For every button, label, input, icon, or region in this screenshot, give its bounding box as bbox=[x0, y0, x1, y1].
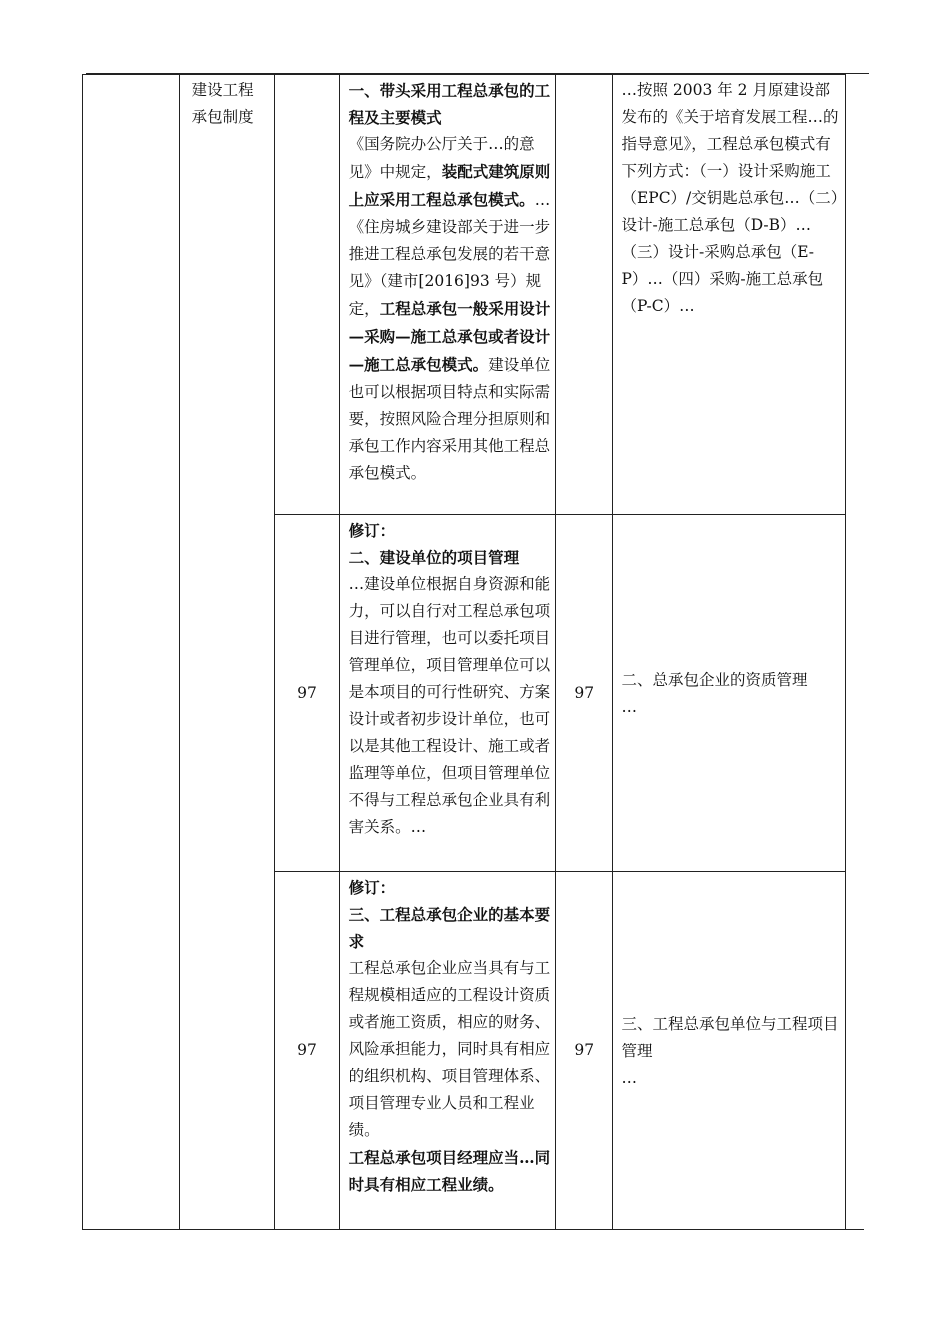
table-row bbox=[83, 75, 846, 515]
revised-text: …建设单位根据自身资源和能力，可以自行对工程总承包项目进行管理，也可以委托项目管理单位，项目管理单位可以是本项目的可行性研究、方案设计或者初步设计单位，也可以是其他工程设计、施工或者监理等单位，但项目管理单位不得与工程总承包企业具有利害关系。… bbox=[348, 575, 551, 836]
original-page-cell bbox=[556, 872, 613, 1230]
original-page-number: 97 bbox=[574, 1041, 595, 1059]
bottom-rule bbox=[86, 1229, 864, 1230]
revised-page-number: 97 bbox=[297, 1041, 317, 1059]
original-text: …按照 2003 年 2 月原建设部发布的《关于培育发展工程…的指导意见》，工程总承包模式有下列方式：（一）设计采购施工（EPC）/交钥匙总承包…（二）设计-施工总承包（D-B）…（三）设计-采购总承包（E-P）…（四）采购-施工总承包（P-C）… bbox=[621, 81, 839, 315]
revised-content-cell bbox=[339, 515, 555, 872]
original-content-cell bbox=[613, 515, 846, 872]
original-page-cell bbox=[556, 515, 613, 872]
category-cell bbox=[179, 75, 275, 1230]
original-title: 二、总承包企业的资质管理 bbox=[621, 671, 808, 689]
original-title: 三、工程总承包单位与工程项目管理 bbox=[621, 1015, 839, 1060]
revised-text-bold: 一、带头采用工程总承包的工程及主要模式 bbox=[348, 81, 551, 127]
category-label: 建设工程承包制度 bbox=[191, 81, 254, 126]
revised-page-cell bbox=[275, 515, 339, 872]
revised-text: …《住房城乡建设部关于进一步推进工程总承包发展的若干意见》（建市[2016]93 号）规定， bbox=[348, 191, 551, 318]
revised-text-bold: 工程总承包一般采用设计—采购—施工总承包或者设计—施工总承包模式。 bbox=[348, 299, 551, 374]
revised-text: 《国务院办公厅关于…的意见》中规定， bbox=[348, 135, 535, 181]
revised-text: 建设单位也可以根据项目特点和实际需要，按照风险合理分担原则和承包工作内容采用其他工程总承包模式。 bbox=[348, 356, 551, 482]
revised-text-bold: 装配式建筑原则上应采用工程总承包模式。 bbox=[348, 162, 551, 209]
blank-cell bbox=[83, 75, 180, 1230]
revised-text-bold: 修订： bbox=[348, 521, 396, 540]
original-page-cell bbox=[556, 75, 613, 515]
comparison-table bbox=[82, 74, 846, 1230]
revised-content-cell bbox=[339, 75, 555, 515]
original-content-cell bbox=[613, 75, 846, 515]
original-continuation: … bbox=[621, 1069, 637, 1087]
revised-text-bold: 工程总承包项目经理应当…同时具有相应工程业绩。 bbox=[348, 1148, 551, 1194]
revised-text: 工程总承包企业应当具有与工程规模相适应的工程设计资质或者施工资质，相应的财务、风险承担能力，同时具有相应的组织机构、项目管理体系、项目管理专业人员和工程业绩。 bbox=[348, 959, 551, 1139]
revised-text-bold: 三、工程总承包企业的基本要求 bbox=[348, 905, 551, 951]
revised-page-cell bbox=[275, 872, 339, 1230]
revised-content-cell bbox=[339, 872, 555, 1230]
revised-page-cell bbox=[275, 75, 339, 515]
revised-page-number: 97 bbox=[297, 683, 317, 702]
revised-text-bold: 二、建设单位的项目管理 bbox=[348, 548, 520, 567]
original-page-number: 97 bbox=[574, 683, 595, 702]
original-continuation: … bbox=[621, 698, 637, 716]
original-content-cell bbox=[613, 872, 846, 1230]
revised-text-bold: 修订： bbox=[348, 878, 396, 897]
